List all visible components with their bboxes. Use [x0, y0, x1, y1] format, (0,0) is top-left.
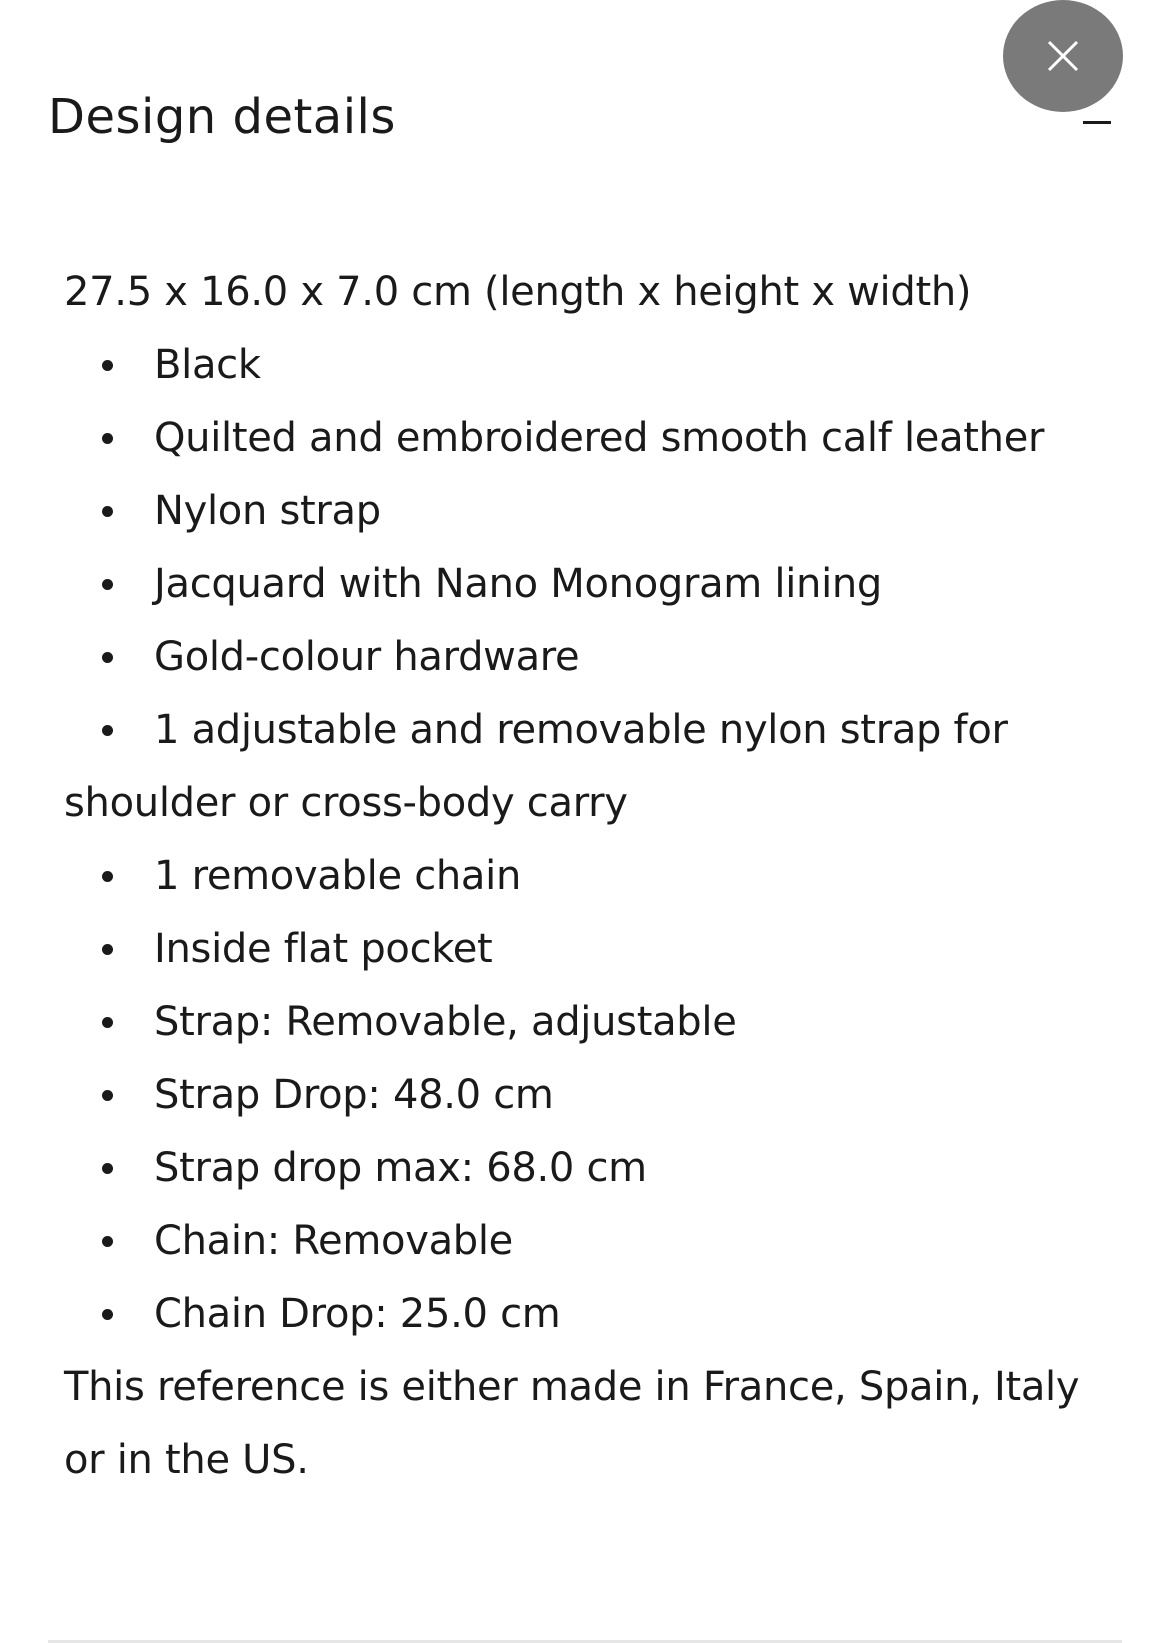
- bullet-icon: [102, 652, 113, 663]
- bullet-icon: [102, 1017, 113, 1028]
- list-item-text: Quilted and embroidered smooth calf leather: [154, 415, 1045, 461]
- list-item: [64, 1059, 1124, 1132]
- bullet-icon: [102, 1163, 113, 1174]
- list-item-text: Strap drop max: 68.0 cm: [154, 1145, 647, 1191]
- bullet-icon: [102, 433, 113, 444]
- bullet-icon: [102, 871, 113, 882]
- list-item-text: 1 adjustable and removable nylon strap for shoulder or cross-body carry: [64, 707, 1008, 826]
- origin-note: This reference is either made in France, Spain, Italy or in the US.: [64, 1364, 1080, 1483]
- list-item: [64, 475, 1124, 548]
- bullet-icon: [102, 1090, 113, 1101]
- bullet-icon: [102, 725, 113, 736]
- list-item-text: Chain: Removable: [154, 1218, 513, 1264]
- bullet-icon: [102, 360, 113, 371]
- list-item-text: Nylon strap: [154, 488, 381, 534]
- list-item-text: Strap Drop: 48.0 cm: [154, 1072, 554, 1118]
- list-item: [64, 1132, 1124, 1205]
- list-item-text: Jacquard with Nano Monogram lining: [154, 561, 883, 607]
- list-item-text: Gold-colour hardware: [154, 634, 580, 680]
- list-item: [64, 329, 1124, 402]
- list-item: [64, 548, 1124, 621]
- bullet-icon: [102, 1309, 113, 1320]
- list-item-text: Strap: Removable, adjustable: [154, 999, 737, 1045]
- list-item: [64, 402, 1124, 475]
- bullet-icon: [102, 944, 113, 955]
- collapse-toggle[interactable]: [1080, 112, 1114, 132]
- bullet-icon: [102, 506, 113, 517]
- list-item: [64, 694, 1124, 840]
- bullet-icon: [102, 579, 113, 590]
- list-item-text: Black: [154, 342, 261, 388]
- list-item: [64, 621, 1124, 694]
- bullet-icon: [102, 1236, 113, 1247]
- list-item: [64, 986, 1124, 1059]
- close-icon: [1046, 39, 1080, 73]
- list-item-text: Chain Drop: 25.0 cm: [154, 1291, 561, 1337]
- list-item: [64, 1205, 1124, 1278]
- list-item: [64, 913, 1124, 986]
- list-item: [64, 1278, 1124, 1351]
- details-list: [64, 329, 1124, 1351]
- list-item-text: Inside flat pocket: [154, 926, 493, 972]
- design-details-header[interactable]: [48, 82, 1122, 152]
- dimensions-text: 27.5 x 16.0 x 7.0 cm (length x height x width): [64, 269, 972, 315]
- list-item-text: 1 removable chain: [154, 853, 522, 899]
- section-title: Design details: [48, 89, 396, 145]
- minus-icon: [1083, 121, 1111, 124]
- list-item: [64, 840, 1124, 913]
- design-details-content: [64, 256, 1124, 1497]
